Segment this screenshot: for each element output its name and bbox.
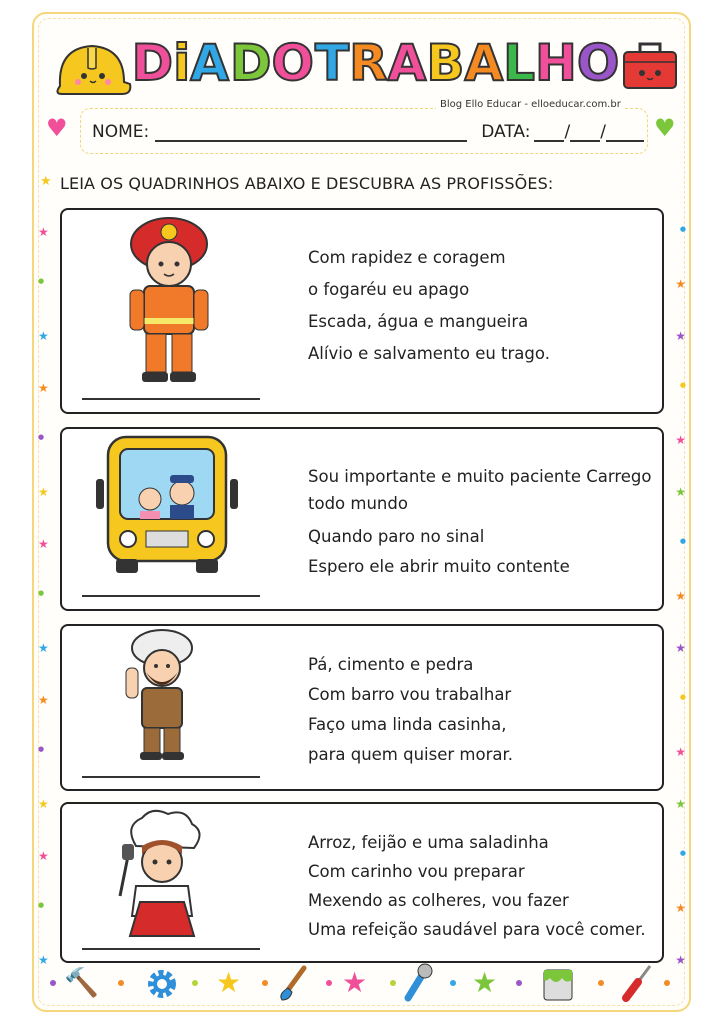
star-icon: ★ (38, 849, 49, 863)
title-letter: A (387, 34, 426, 92)
hammer-icon: 🔨 (64, 966, 99, 999)
name-input-line[interactable] (155, 124, 467, 142)
answer-line[interactable] (82, 948, 260, 950)
answer-line[interactable] (82, 776, 260, 778)
star-icon: ★ (675, 589, 686, 603)
title-letter: A (464, 34, 503, 92)
riddle-line: Pá, cimento e pedra (308, 655, 474, 674)
date-month-line[interactable] (570, 124, 600, 142)
decorative-dot: ● (38, 433, 45, 441)
star-icon: ★ (675, 433, 686, 447)
firefighter-illustration (124, 214, 214, 389)
riddle-line: Uma refeição saudável para você comer. (308, 920, 646, 939)
star-icon: ★ (38, 537, 49, 551)
star-icon: ★ (675, 329, 686, 343)
decorative-dot: ● (38, 277, 45, 285)
decorative-dot (450, 980, 456, 986)
decorative-dot: ● (679, 849, 686, 857)
chef-illustration (106, 806, 216, 942)
gear-icon (146, 968, 178, 1000)
star-icon: ★ (38, 641, 49, 655)
screwdriver-icon (620, 962, 654, 1004)
riddle-line: Mexendo as colheres, vou fazer (308, 891, 569, 910)
riddle-line: Arroz, feijão e uma saladinha (308, 833, 549, 852)
title-letter: D (229, 34, 271, 92)
decorative-dot (50, 980, 56, 986)
riddle-card-chef (60, 802, 664, 963)
star-icon: ★ (675, 485, 686, 499)
hard-hat-icon (52, 38, 134, 100)
riddle-line: para quem quiser morar. (308, 745, 513, 764)
page-title (131, 30, 619, 96)
decorative-dot (326, 980, 332, 986)
title-letter: i (173, 34, 190, 92)
date-separator: / (600, 122, 606, 142)
name-label: NOME: (92, 122, 150, 142)
decorative-dot: ● (679, 693, 686, 701)
riddle-line: Com rapidez e coragem (308, 248, 506, 267)
heart-green-icon: ♥ (654, 114, 676, 142)
decorative-dot: ● (679, 381, 686, 389)
riddle-line: Alívio e salvamento eu trago. (308, 344, 550, 363)
title-letter: A (190, 34, 228, 92)
construction-worker-illustration (120, 628, 200, 764)
decorative-dot: ● (38, 901, 45, 909)
riddle-line: Sou importante e muito paciente Carrego (308, 467, 652, 486)
riddle-line: todo mundo (308, 494, 408, 513)
star-icon: ★ (40, 174, 52, 189)
star-icon: ★ (675, 901, 686, 915)
star-icon: ★ (675, 953, 686, 967)
instruction-text: LEIA OS QUADRINHOS ABAIXO E DESCUBRA AS PROFISSÕES: (60, 174, 554, 193)
star-icon: ★ (38, 329, 49, 343)
star-icon: ★ (472, 966, 498, 999)
star-icon: ★ (675, 641, 686, 655)
wrench-icon (400, 962, 434, 1004)
star-icon: ★ (38, 225, 49, 239)
heart-pink-icon: ♥ (46, 114, 68, 142)
date-separator: / (564, 122, 571, 142)
riddle-card-firefighter (60, 208, 664, 414)
star-icon: ★ (675, 797, 686, 811)
riddle-line: Faço uma linda casinha, (308, 715, 507, 734)
decorative-dot: ● (38, 589, 45, 597)
star-icon: ★ (38, 381, 49, 395)
riddle-line: Com carinho vou preparar (308, 862, 525, 881)
decorative-dot (262, 980, 268, 986)
decorative-dot (664, 980, 670, 986)
title-letter: L (503, 34, 535, 92)
decorative-dot: ● (38, 745, 45, 753)
paintbrush-icon (276, 964, 310, 1002)
riddle-line: o fogaréu eu apago (308, 280, 470, 299)
bus-driver-illustration (92, 431, 242, 577)
star-icon: ★ (38, 797, 49, 811)
date-year-line[interactable] (606, 124, 644, 142)
riddle-line: Quando paro no sinal (308, 527, 485, 546)
name-date-row (92, 122, 644, 142)
decorative-dot: ● (679, 225, 686, 233)
title-letter: O (271, 34, 313, 92)
star-icon: ★ (342, 966, 368, 999)
title-letter: H (535, 34, 576, 92)
answer-line[interactable] (82, 398, 260, 400)
decorative-dot: ● (679, 537, 686, 545)
answer-line[interactable] (82, 595, 260, 597)
title-letter: O (576, 34, 619, 92)
title-letter: R (349, 34, 387, 92)
star-icon: ★ (675, 745, 686, 759)
decorative-dot (390, 980, 396, 986)
star-icon: ★ (216, 966, 242, 999)
title-letter: B (426, 34, 464, 92)
title-letter: T (315, 34, 349, 92)
date-day-line[interactable] (534, 124, 564, 142)
decorative-dot (118, 980, 124, 986)
star-icon: ★ (38, 693, 49, 707)
star-icon: ★ (38, 953, 49, 967)
riddle-card-construction-worker (60, 624, 664, 791)
paint-bucket-icon (540, 964, 576, 1004)
decorative-dot (598, 980, 604, 986)
credit-text: Blog Ello Educar - elloeducar.com.br (436, 99, 625, 110)
riddle-line: Com barro vou trabalhar (308, 685, 512, 704)
date-label: DATA: (481, 122, 531, 142)
footer-icons (50, 960, 670, 1004)
decorative-dot (192, 980, 198, 986)
decorative-dot (516, 980, 522, 986)
star-icon: ★ (38, 485, 49, 499)
riddle-card-bus-driver (60, 427, 664, 611)
riddle-line: Espero ele abrir muito contente (308, 557, 570, 576)
star-icon: ★ (675, 277, 686, 291)
toolbox-icon (620, 40, 680, 92)
riddle-line: Escada, água e mangueira (308, 312, 529, 331)
title-letter: D (131, 34, 173, 92)
